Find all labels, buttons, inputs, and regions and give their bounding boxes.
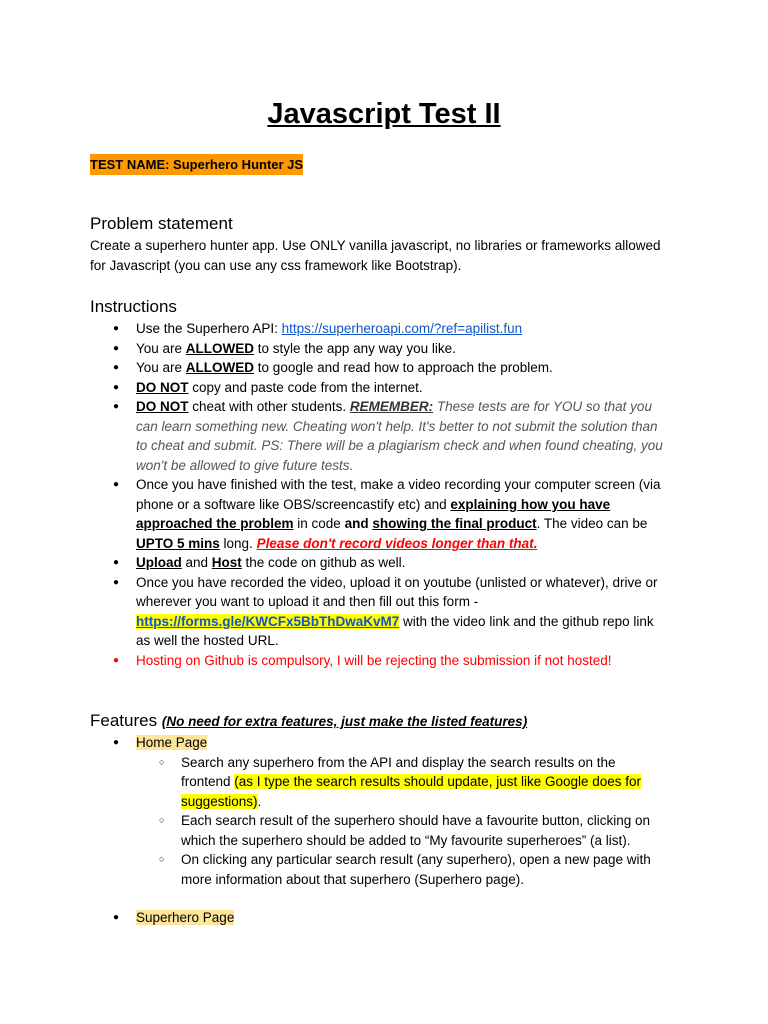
instruction-emphasis: and [344, 516, 369, 531]
bullet-icon: ● [113, 382, 120, 393]
instruction-emphasis: UPTO 5 mins [136, 536, 220, 551]
instruction-text: phone or a software like OBS/screencastify etc) and [136, 497, 451, 512]
bullet-icon: ● [113, 479, 120, 490]
instruction-text: the code on github as well. [241, 555, 406, 570]
feature-text: frontend [181, 774, 235, 789]
home-page-label: Home Page [136, 735, 208, 750]
instruction-text: Use the Superhero API: [136, 321, 282, 336]
bullet-icon: ● [113, 362, 120, 373]
feature-home-page [136, 733, 676, 753]
test-name-label: TEST NAME: Superhero Hunter JS [90, 154, 303, 175]
instruction-continuation: as well the hosted URL. [136, 633, 279, 648]
instruction-text: You are [136, 341, 186, 356]
instruction-emphasis: Host [211, 555, 242, 570]
instruction-continuation: wherever you want to upload it and then fill out this form - [136, 594, 479, 609]
instruction-text: copy and paste code from the internet. [188, 380, 423, 395]
instruction-continuation [136, 612, 676, 632]
feature-continuation [181, 792, 671, 812]
instruction-item [136, 319, 676, 339]
instruction-continuation [136, 514, 676, 534]
hosting-warning: Hosting on Github is compulsory, I will be rejecting the submission if not hosted! [136, 653, 612, 668]
bullet-icon: ● [113, 737, 120, 748]
sub-bullet-icon: ○ [159, 815, 165, 825]
feature-superhero-page [136, 908, 676, 928]
instruction-text: to google and read how to approach the problem. [254, 360, 553, 375]
video-length-warning: Please don't record videos longer than that. [256, 536, 538, 551]
instruction-emphasis: DO NOT [136, 380, 189, 395]
superhero-api-link[interactable]: https://superheroapi.com/?ref=apilist.fun [281, 321, 523, 336]
bullet-icon: ● [113, 343, 120, 354]
submission-form-link[interactable]: https://forms.gle/KWCFx5BbThDwaKvM7 [136, 614, 400, 629]
instruction-emphasis: showing the final product [372, 516, 537, 531]
instruction-emphasis: ALLOWED [185, 360, 255, 375]
instruction-item [136, 358, 676, 378]
bullet-icon: ● [113, 401, 120, 412]
instruction-continuation: won't be allowed to give future tests. [136, 458, 354, 473]
document-title: Javascript Test II [267, 98, 501, 130]
instruction-text: These tests are for YOU so that you [433, 399, 652, 414]
features-title: Features [90, 711, 158, 730]
feature-continuation: more information about that superhero (Superhero page). [181, 872, 524, 887]
instruction-emphasis: Upload [136, 555, 182, 570]
problem-heading: Problem statement [90, 214, 233, 233]
bullet-icon: ● [113, 323, 120, 334]
instruction-text: . The video can be [536, 516, 648, 531]
instruction-emphasis: ALLOWED [185, 341, 255, 356]
instruction-emphasis: explaining how you have [450, 497, 611, 512]
instruction-text: and [181, 555, 212, 570]
instruction-text: cheat with other students. [188, 399, 350, 414]
bullet-icon: ● [113, 912, 120, 923]
feature-highlight: suggestions) [181, 794, 258, 809]
problem-line-2: for Javascript (you can use any css framework like Bootstrap). [90, 258, 462, 273]
instruction-continuation [136, 495, 676, 515]
instruction-item [136, 553, 676, 573]
instruction-text: with the video link and the github repo link [399, 614, 654, 629]
instruction-item: Once you have recorded the video, upload it on youtube (unlisted or whatever), drive or [136, 575, 658, 590]
feature-continuation [181, 772, 671, 792]
sub-bullet-icon: ○ [159, 854, 165, 864]
feature-continuation: which the superhero should be added to “My favourite superheroes” (a list). [181, 833, 631, 848]
features-heading [90, 710, 527, 733]
feature-text: . [257, 794, 262, 809]
bullet-icon: ● [113, 577, 120, 588]
feature-item: On clicking any particular search result (any superhero), open a new page with [181, 852, 651, 867]
feature-item: Search any superhero from the API and display the search results on the [181, 755, 616, 770]
instruction-text: long. [219, 536, 257, 551]
instruction-continuation [136, 534, 676, 554]
feature-item: Each search result of the superhero should have a favourite button, clicking on [181, 813, 651, 828]
instruction-continuation: can learn something new. Cheating won't help. It's better to not submit the solution than [136, 419, 658, 434]
instruction-text: to style the app any way you like. [254, 341, 456, 356]
sub-bullet-icon: ○ [159, 757, 165, 767]
superhero-page-label: Superhero Page [136, 910, 235, 925]
instruction-text: You are [136, 360, 186, 375]
instruction-item [136, 397, 676, 417]
problem-line-1: Create a superhero hunter app. Use ONLY vanilla javascript, no libraries or frameworks allowed [90, 238, 661, 253]
instruction-item [136, 339, 676, 359]
feature-highlight: (as I type the search results should update, just like Google does for [234, 774, 642, 789]
instruction-item [136, 378, 676, 398]
instruction-emphasis: approached the problem [136, 516, 294, 531]
instruction-emphasis: DO NOT [136, 399, 189, 414]
remember-label: REMEMBER: [349, 399, 434, 414]
instruction-text: in code [293, 516, 345, 531]
features-note: (No need for extra features, just make the listed features) [161, 714, 528, 729]
instruction-continuation: to cheat and submit. PS: There will be a plagiarism check and when found cheating, you [136, 438, 663, 453]
bullet-icon: ● [113, 655, 120, 666]
instructions-heading: Instructions [90, 297, 177, 316]
bullet-icon: ● [113, 557, 120, 568]
instruction-item: Once you have finished with the test, make a video recording your computer screen (via [136, 477, 661, 492]
